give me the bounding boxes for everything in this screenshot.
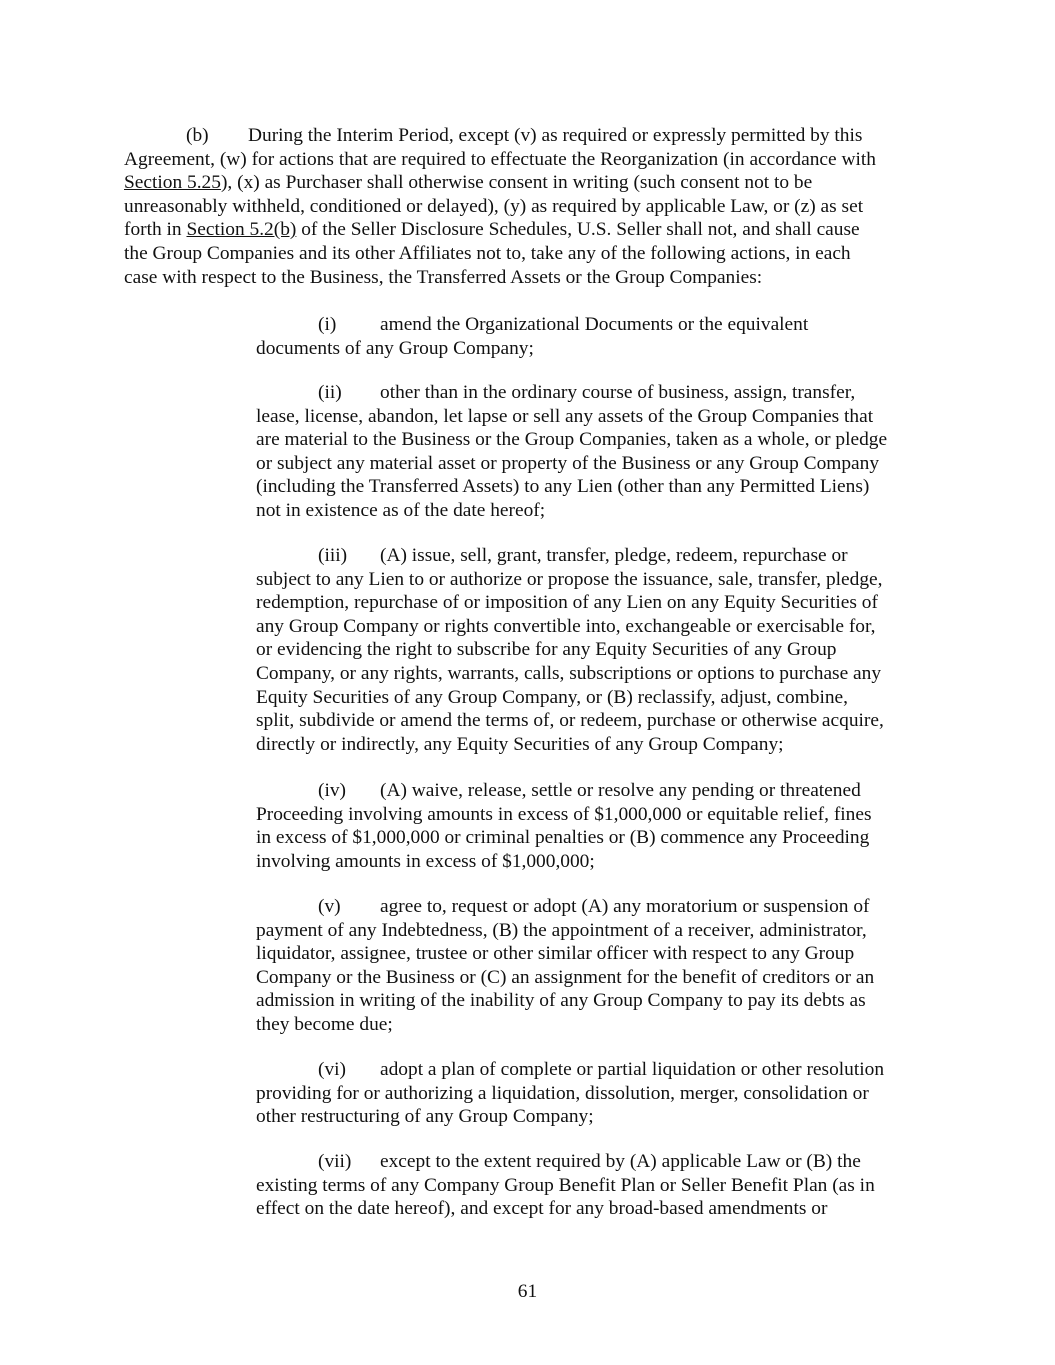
paragraph-text: ), (x) as Purchaser shall otherwise consent in writing (such consent not to be unreasonably withheld, conditioned or delayed), (y) as required by applicable Law, or (z) as set forth in [124,172,864,241]
list-item-text: other than in the ordinary course of business, assign, transfer, lease, license, abandon, let lapse or sell any assets of the Group Companies that are material to the Business or the Group Companies, taken as a whole, or pledge or subject any material asset or property of the Business or any Group Company (including the Transferred Assets) to any Lien (other than any Permitted Liens) not in existence as of the date hereof; [256,382,888,521]
list-item-label: (vii) [318,1151,352,1172]
list-item-label: (v) [318,896,341,917]
section-reference-link: Section 5.2(b) [186,219,297,241]
paragraph-b [124,124,932,289]
list-item-v [256,895,936,1037]
list-item-label: (i) [318,314,337,335]
list-item-label: (iii) [318,545,348,566]
list-item-label: (ii) [318,382,342,403]
paragraph-text: of the Seller Disclosure Schedules, U.S. Seller shall not, and shall cause the Group Companies and its other Affiliates not to, take any of the following actions, in each case with respect to the Business, the Transferred Assets or the Group Companies: [124,219,860,288]
list-item-text: adopt a plan of complete or partial liquidation or other resolution providing for or authorizing a liquidation, dissolution, merger, consolidation or other restructuring of any Group Company; [256,1059,885,1128]
list-item-text: (A) waive, release, settle or resolve any pending or threatened Proceeding involving amounts in excess of $1,000,000 or equitable relief, fines in excess of $1,000,000 or criminal penalties or (B) commence any Proceeding involving amounts in excess of $1,000,000; [256,780,872,872]
list-item-vi [256,1058,936,1129]
list-item-text: agree to, request or adopt (A) any moratorium or suspension of payment of any Indebtedness, (B) the appointment of a receiver, administrator, liquidator, assignee, trustee or other similar officer with respect to any Group Company or the Business or (C) an assignment for the benefit of creditors or an admission in writing of the inability of any Group Company to pay its debts as they become due; [256,896,875,1035]
list-item-vii [256,1150,936,1221]
page-number: 61 [517,1281,538,1302]
paragraph-text: During the Interim Period, except (v) as required or expressly permitted by this Agreement, (w) for actions that are required to effectuate the Reorganization (in accordance with [124,125,876,170]
list-item-label: (iv) [318,780,346,801]
list-item-iv [256,779,936,873]
list-item-text: (A) issue, sell, grant, transfer, pledge, redeem, repurchase or subject to any Lien to or authorize or propose the issuance, sale, transfer, pledge, redemption, repurchase of or imposition of any Lien on any Equity Securities of any Group Company or rights convertible into, exchangeable or exercisable for, or evidencing the right to subscribe for any Equity Securities of any Group Company, or any rights, warrants, calls, subscriptions or options to purchase any Equity Securities of any Group Company, or (B) reclassify, adjust, combine, split, subdivide or amend the terms of, or redeem, purchase or otherwise acquire, directly or indirectly, any Equity Securities of any Group Company; [256,545,884,755]
paragraph-label: (b) [186,125,209,146]
list-item-label: (vi) [318,1059,346,1080]
list-item-text: amend the Organizational Documents or the equivalent documents of any Group Company; [256,314,809,359]
list-item-iii [256,544,936,756]
list-item-ii [256,381,936,523]
section-reference-link: Section 5.25 [124,172,221,194]
list-item-text: except to the extent required by (A) applicable Law or (B) the existing terms of any Company Group Benefit Plan or Seller Benefit Plan (as in effect on the date hereof), and except for any broad-based amendments or [256,1151,875,1220]
list-item-i [256,313,936,360]
